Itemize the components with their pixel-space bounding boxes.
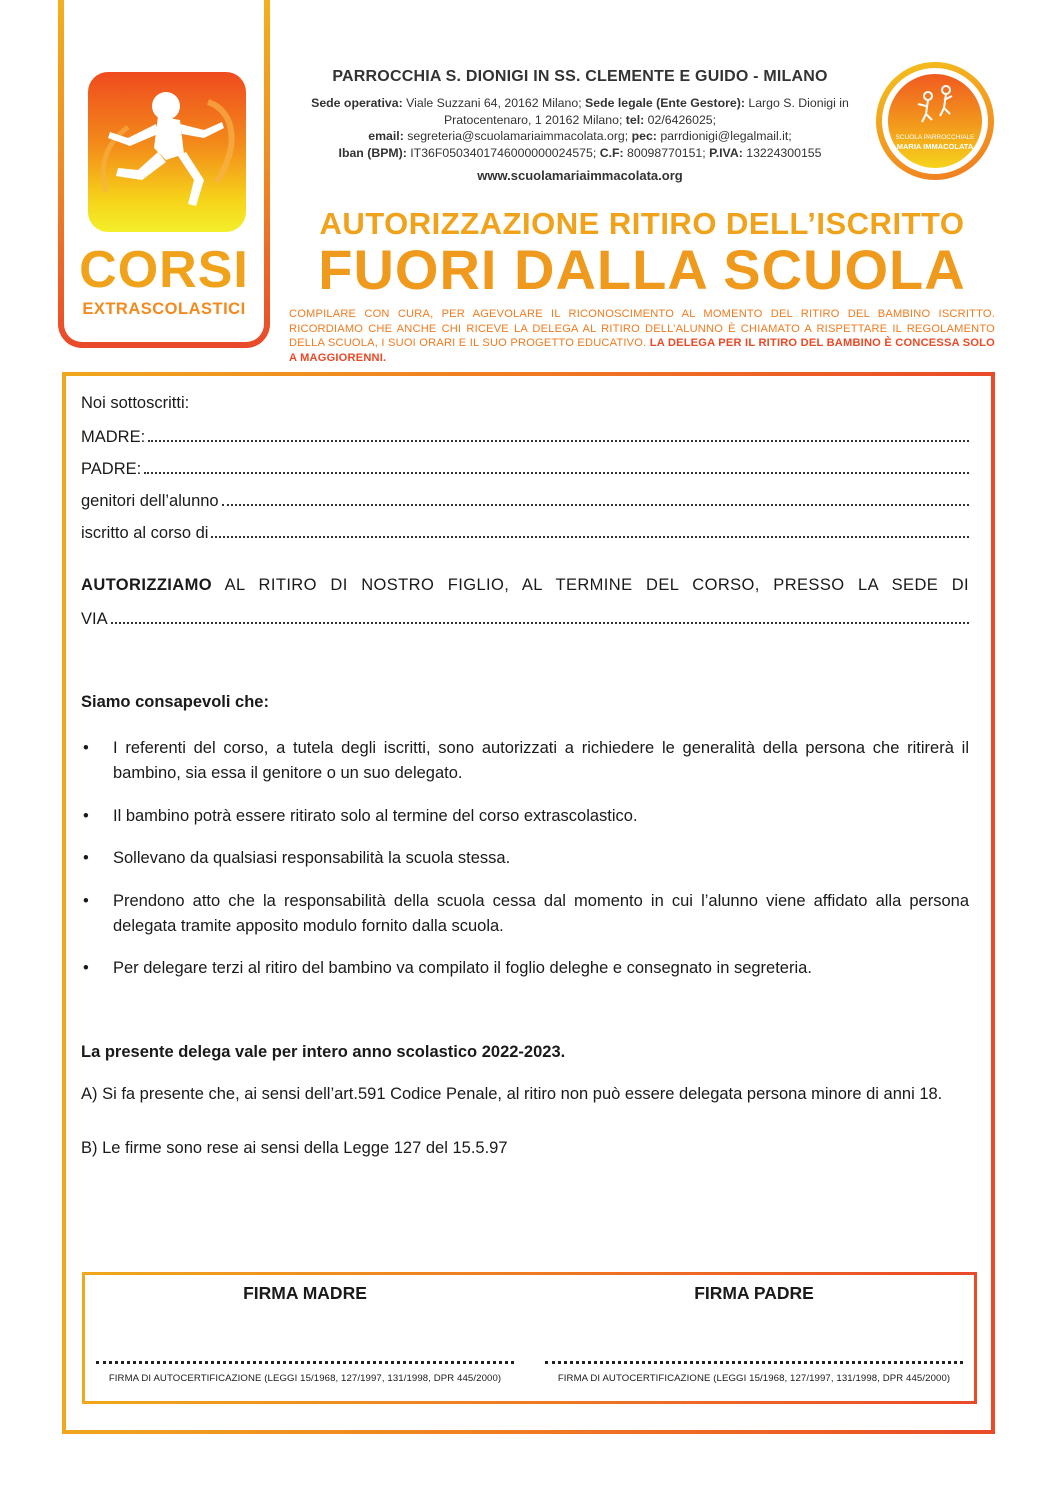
madre-dotted-line[interactable] [148, 426, 969, 442]
tel-value: 02/6426025; [647, 112, 717, 127]
padre-signature-caption: FIRMA DI AUTOCERTIFICAZIONE (LEGGI 15/1968, 127/1997, 131/1998, DPR 445/2000) [557, 1373, 951, 1384]
pec-label: pec: [631, 129, 657, 143]
notice-text: COMPILARE CON CURA, PER AGEVOLARE IL RICONOSCIMENTO AL MOMENTO DEL RITIRO DEL BAMBINO ISCRITTO. RICORDIAMO CHE ANCHE CHI RICEVE LA DELEGA AL RITIRO DELL’ALUNNO È CHIAMATO A RISPETTARE IL REGOLAMENTO DELLA SCUOLA, I SUOI ORARI E IL SUO PROGETTO EDUCATIVO. [289, 308, 995, 350]
note-a: A) Si fa presente che, ai sensi dell’art.591 Codice Penale, al ritiro non può essere delegata persona minore di anni 18. [81, 1085, 943, 1103]
list-item-text: Sollevano da qualsiasi responsabilità la scuola stessa. [113, 849, 511, 867]
notice-strong: LA DELEGA PER IL RITIRO DEL BAMBINO È CONCESSA SOLO A MAGGIORENNI. [289, 337, 995, 364]
list-item [81, 889, 969, 939]
corsi-extrascolastici-logo [58, 0, 270, 348]
padre-dotted-line[interactable] [144, 458, 969, 474]
title-line-2: FUORI DALLA SCUOLA [318, 238, 966, 301]
pec-value: parrdionigi@legalmail.it; [660, 129, 792, 143]
title-line-1: AUTORIZZAZIONE RITIRO DELL’ISCRITTO [319, 206, 965, 241]
sede-legale-label: Sede legale (Ente Gestore): [585, 96, 745, 110]
madre-field[interactable] [81, 426, 969, 447]
genitori-field[interactable] [81, 490, 969, 511]
list-item-text: Per delegare terzi al ritiro del bambino va compilato il foglio deleghe e consegnato in segreteria. [113, 959, 812, 977]
padre-field[interactable] [81, 458, 969, 479]
email-value: segreteria@scuolamariaimmacolata.org; [407, 129, 629, 143]
madre-signature [85, 1275, 525, 1401]
bullet-icon: • [83, 849, 89, 867]
cf-value: 80098770151; [627, 145, 706, 160]
list-item-text: Il bambino potrà essere ritirato solo al termine del corso extrascolastico. [113, 806, 638, 825]
padre-signature-line[interactable] [545, 1347, 963, 1364]
website-link[interactable]: www.scuolamariaimmacolata.org [477, 168, 683, 183]
list-item [81, 736, 969, 786]
school-logo-emblem-icon [888, 74, 982, 168]
alunno-dotted-line[interactable] [222, 490, 969, 506]
authorization-statement [81, 576, 969, 595]
via-dotted-line[interactable] [111, 608, 969, 624]
padre-signature-title: FIRMA PADRE [694, 1283, 814, 1303]
brand-word: CORSI [79, 241, 249, 299]
brand-subtitle: EXTRASCOLASTICI [82, 300, 246, 318]
piva-value: 13224300155 [746, 145, 822, 160]
madre-signature-caption: FIRMA DI AUTOCERTIFICAZIONE (LEGGI 15/1968, 127/1997, 131/1998, DPR 445/2000) [108, 1373, 502, 1384]
genitori-label: genitori dell’alunno [81, 492, 219, 510]
list-item-text: Prendono atto che la responsabilità della scuola cessa dal momento in cui l’alunno viene affidato alla persona delegata tramite apposito modulo fornito dalla scuola. [113, 891, 969, 935]
sede-legale-value: Largo S. Dionigi in Pratocentenaro, 1 20162 Milano; [443, 96, 849, 127]
corso-field[interactable] [81, 522, 969, 543]
contact-block [286, 95, 874, 161]
bullet-icon: • [83, 959, 89, 977]
bullet-icon: • [83, 891, 89, 910]
via-field[interactable] [81, 608, 969, 629]
school-logo-small-text: SCUOLA PARROCCHIALE [895, 134, 975, 141]
intro-text: Noi sottoscritti: [81, 394, 190, 412]
list-item [81, 846, 969, 871]
bullet-icon: • [83, 806, 89, 825]
instructions-notice [289, 307, 995, 365]
corso-label: iscritto al corso di [81, 524, 209, 542]
school-logo-name: MARIA IMMACOLATA [896, 142, 974, 151]
corso-dotted-line[interactable] [211, 522, 969, 538]
cf-label: C.F: [599, 145, 624, 160]
signature-box [82, 1272, 977, 1404]
validity-statement: La presente delega vale per intero anno scolastico 2022-2023. [81, 1043, 566, 1061]
school-logo [876, 62, 994, 180]
bullet-icon: • [83, 739, 89, 757]
list-item-text: I referenti del corso, a tutela degli iscritti, sono autorizzati a richiedere le generalità della persona che ritirerà il bambino, sia essa il genitore o un suo delegato. [113, 739, 969, 782]
madre-signature-line[interactable] [96, 1347, 514, 1364]
madre-signature-title: FIRMA MADRE [243, 1283, 367, 1303]
note-b: B) Le firme sono rese ai sensi della Legge 127 del 15.5.97 [81, 1139, 508, 1157]
iban-label: Iban (BPM): [338, 145, 407, 160]
via-label: VIA [81, 610, 108, 628]
piva-label: P.IVA: [709, 145, 743, 160]
list-item [81, 956, 969, 981]
authorize-rest: AL RITIRO DI NOSTRO FIGLIO, AL TERMINE DEL CORSO, PRESSO LA SEDE DI [224, 576, 970, 594]
tel-label: tel: [625, 112, 645, 127]
awareness-heading: Siamo consapevoli che: [81, 693, 269, 711]
iban-value: IT36F0503401746000000024575; [410, 145, 597, 160]
sede-operativa-value: Viale Suzzani 64, 20162 Milano; [406, 96, 582, 110]
jumping-child-icon [88, 72, 246, 232]
madre-label: MADRE: [81, 428, 146, 446]
parish-name: PARROCCHIA S. DIONIGI IN SS. CLEMENTE E GUIDO - MILANO [332, 68, 828, 85]
padre-signature [534, 1275, 974, 1401]
list-item [81, 804, 969, 829]
email-label: email: [368, 129, 404, 143]
awareness-list [81, 736, 969, 999]
padre-label: PADRE: [81, 460, 142, 478]
authorize-bold: AUTORIZZIAMO [81, 576, 212, 594]
sede-operativa-label: Sede operativa: [311, 96, 403, 110]
